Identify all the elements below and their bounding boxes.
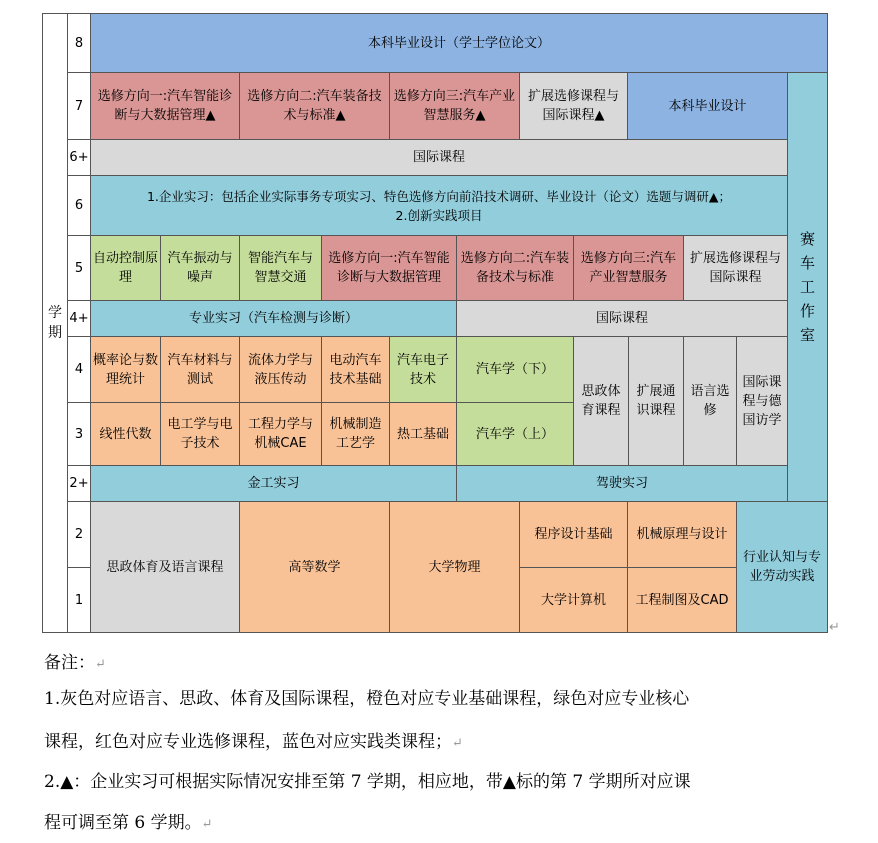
- semester-5: 5: [67, 235, 91, 301]
- paragraph-mark: ↵: [452, 736, 463, 751]
- ideology-pe-cell: 思政体育课程: [573, 336, 629, 466]
- semester-3: 3: [67, 402, 91, 466]
- ideology-language-cell: 思政体育及语言课程: [90, 501, 240, 633]
- driving-internship-cell: 驾驶实习: [456, 465, 788, 502]
- semester-1: 1: [67, 567, 91, 633]
- vehicle-vibration-cell: 汽车振动与噪声: [160, 235, 240, 301]
- auto-control-cell: 自动控制原理: [90, 235, 161, 301]
- semester-7: 7: [67, 72, 91, 140]
- mechanical-principles-cell: 机械原理与设计: [627, 501, 737, 568]
- electrotechnics-cell: 电工学与电子技术: [160, 402, 240, 466]
- notes-line-4: 程可调至第 6 学期。↵: [44, 813, 213, 833]
- engineering-drawing-cell: 工程制图及CAD: [627, 567, 737, 633]
- elective-direction-3-cell: 选修方向三:汽车产业智慧服务▲: [389, 72, 520, 140]
- notes-line-1: 1.灰色对应语言、思政、体育及国际课程，橙色对应专业基础课程，绿色对应专业核心: [44, 689, 690, 709]
- thermal-cell: 热工基础: [389, 402, 457, 466]
- elective-direction-2-cell: 选修方向二:汽车装备技术与标准▲: [239, 72, 390, 140]
- notes-heading: 备注：↵: [44, 653, 106, 673]
- smart-vehicle-cell: 智能汽车与智慧交通: [239, 235, 322, 301]
- automotive-1-cell: 汽车学（上）: [456, 402, 574, 466]
- vehicle-electronics-cell: 汽车电子技术: [389, 336, 457, 403]
- international-course-6-plus: 国际课程: [90, 139, 788, 176]
- term-label: 学期: [42, 13, 68, 633]
- vehicle-materials-cell: 汽车材料与测试: [160, 336, 240, 403]
- race-studio-cell: 赛车工作室: [787, 72, 828, 502]
- paragraph-mark: ↵: [201, 817, 213, 832]
- extended-elective-cell: 扩展选修课程与国际课程▲: [519, 72, 628, 140]
- semester-8: 8: [67, 13, 91, 73]
- graduation-design-cell: 本科毕业设计: [627, 72, 788, 140]
- manufacturing-cell: 机械制造工艺学: [321, 402, 390, 466]
- language-elective-cell: 语言选修: [683, 336, 737, 466]
- ev-tech-cell: 电动汽车技术基础: [321, 336, 390, 403]
- extended-elective-sem5-cell: 扩展选修课程与国际课程: [683, 235, 788, 301]
- semester-6-plus: 6+: [67, 139, 91, 176]
- notes-line-2: 课程，红色对应专业选修课程，蓝色对应实践类课程；↵: [44, 732, 463, 752]
- paragraph-mark: ↵: [95, 657, 106, 672]
- advanced-math-cell: 高等数学: [239, 501, 390, 633]
- enterprise-internship-cell: [90, 175, 788, 236]
- probability-cell: 概率论与数理统计: [90, 336, 161, 403]
- engineering-mechanics-cell: 工程力学与机械CAE: [239, 402, 322, 466]
- elective-1-sem5-cell: 选修方向一:汽车智能诊断与大数据管理: [321, 235, 457, 301]
- professional-internship-cell: 专业实习（汽车检测与诊断）: [90, 300, 457, 337]
- industry-practice-cell: 行业认知与专业劳动实践: [736, 501, 828, 633]
- semester-4-plus: 4+: [67, 300, 91, 337]
- international-germany-cell: 国际课程与德国访学: [736, 336, 788, 466]
- enterprise-internship-line-1: 1.企业实习：包括企业实际事务专项实习、特色选修方向前沿技术调研、毕业设计（论文）选题与调研▲；: [146, 188, 732, 204]
- thesis-cell: 本科毕业设计（学士学位论文）: [90, 13, 828, 73]
- semester-2: 2: [67, 501, 91, 568]
- metalwork-internship-cell: 金工实习: [90, 465, 457, 502]
- notes-line-3: 2.▲：企业实习可根据实际情况安排至第 7 学期，相应地，带▲标的第 7 学期所对应课: [44, 772, 691, 792]
- elective-2-sem5-cell: 选修方向二:汽车装备技术与标准: [456, 235, 574, 301]
- programming-cell: 程序设计基础: [519, 501, 628, 568]
- semester-2-plus: 2+: [67, 465, 91, 502]
- elective-direction-1-cell: 选修方向一:汽车智能诊断与大数据管理▲: [90, 72, 240, 140]
- automotive-2-cell: 汽车学（下）: [456, 336, 574, 403]
- international-course-4-plus: 国际课程: [456, 300, 788, 337]
- elective-3-sem5-cell: 选修方向三:汽车产业智慧服务: [573, 235, 684, 301]
- general-education-cell: 扩展通识课程: [628, 336, 684, 466]
- college-physics-cell: 大学物理: [389, 501, 520, 633]
- linear-algebra-cell: 线性代数: [90, 402, 161, 466]
- table-end-mark: ↵: [829, 620, 840, 635]
- semester-4: 4: [67, 336, 91, 403]
- fluid-mechanics-cell: 流体力学与液压传动: [239, 336, 322, 403]
- enterprise-internship-line-2: 2.创新实践项目: [395, 207, 483, 223]
- semester-6: 6: [67, 175, 91, 236]
- college-computer-cell: 大学计算机: [519, 567, 628, 633]
